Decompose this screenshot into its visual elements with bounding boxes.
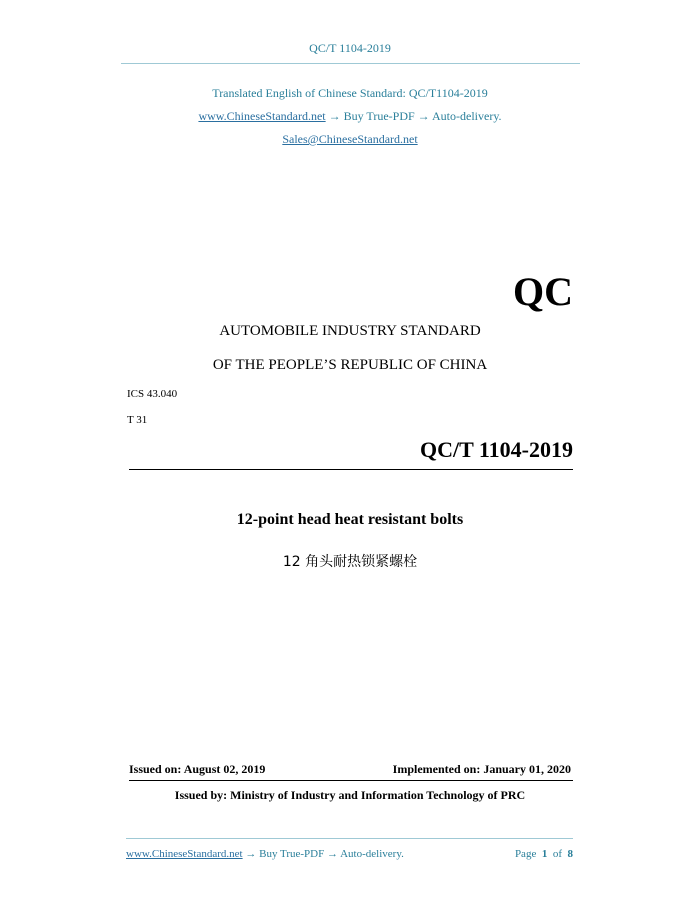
implemented-on-date: Implemented on: January 01, 2020 — [392, 762, 571, 776]
footer-divider — [126, 838, 573, 839]
title-chinese: 12 角头耐热锁紧螺栓 — [282, 554, 418, 570]
ccs-code: T 31 — [127, 414, 148, 426]
translation-notice: Translated English of Chinese Standard: QC/T1104-2019 — [212, 86, 488, 100]
issued-by: Issued by: Ministry of Industry and Information Technology of PRC — [174, 788, 526, 802]
standard-number-divider — [129, 469, 573, 470]
running-header: QC/T 1104-2019 — [309, 41, 391, 55]
ics-code: ICS 43.040 — [127, 388, 178, 400]
page-label: Page — [514, 848, 537, 860]
page-of: of — [552, 848, 562, 860]
sales-email-link[interactable]: Sales@ChineseStandard.net — [282, 132, 418, 146]
footer-website-link[interactable]: www.ChineseStandard.net — [126, 848, 243, 860]
standard-number: QC/T 1104-2019 — [419, 437, 573, 462]
footer-link-text: → Buy True-PDF → Auto-delivery. — [242, 848, 404, 860]
purchase-notice-text: → Buy True-PDF → Auto-delivery. — [325, 109, 502, 123]
standard-type-line-1: AUTOMOBILE INDUSTRY STANDARD — [219, 323, 481, 339]
page-total: 8 — [567, 848, 573, 860]
title-english: 12-point head heat resistant bolts — [236, 511, 464, 528]
page-indicator — [515, 848, 573, 860]
page-current: 1 — [541, 848, 548, 860]
header-divider — [121, 63, 580, 64]
issue-divider — [129, 780, 573, 781]
standard-type-line-2: OF THE PEOPLE’S REPUBLIC OF CHINA — [212, 357, 488, 373]
qc-logo: QC — [513, 269, 573, 314]
footer-link-line — [126, 848, 404, 860]
issued-on-date: Issued on: August 02, 2019 — [129, 762, 266, 776]
website-link[interactable]: www.ChineseStandard.net — [198, 109, 326, 123]
email-line — [0, 132, 700, 147]
purchase-notice — [0, 109, 700, 124]
